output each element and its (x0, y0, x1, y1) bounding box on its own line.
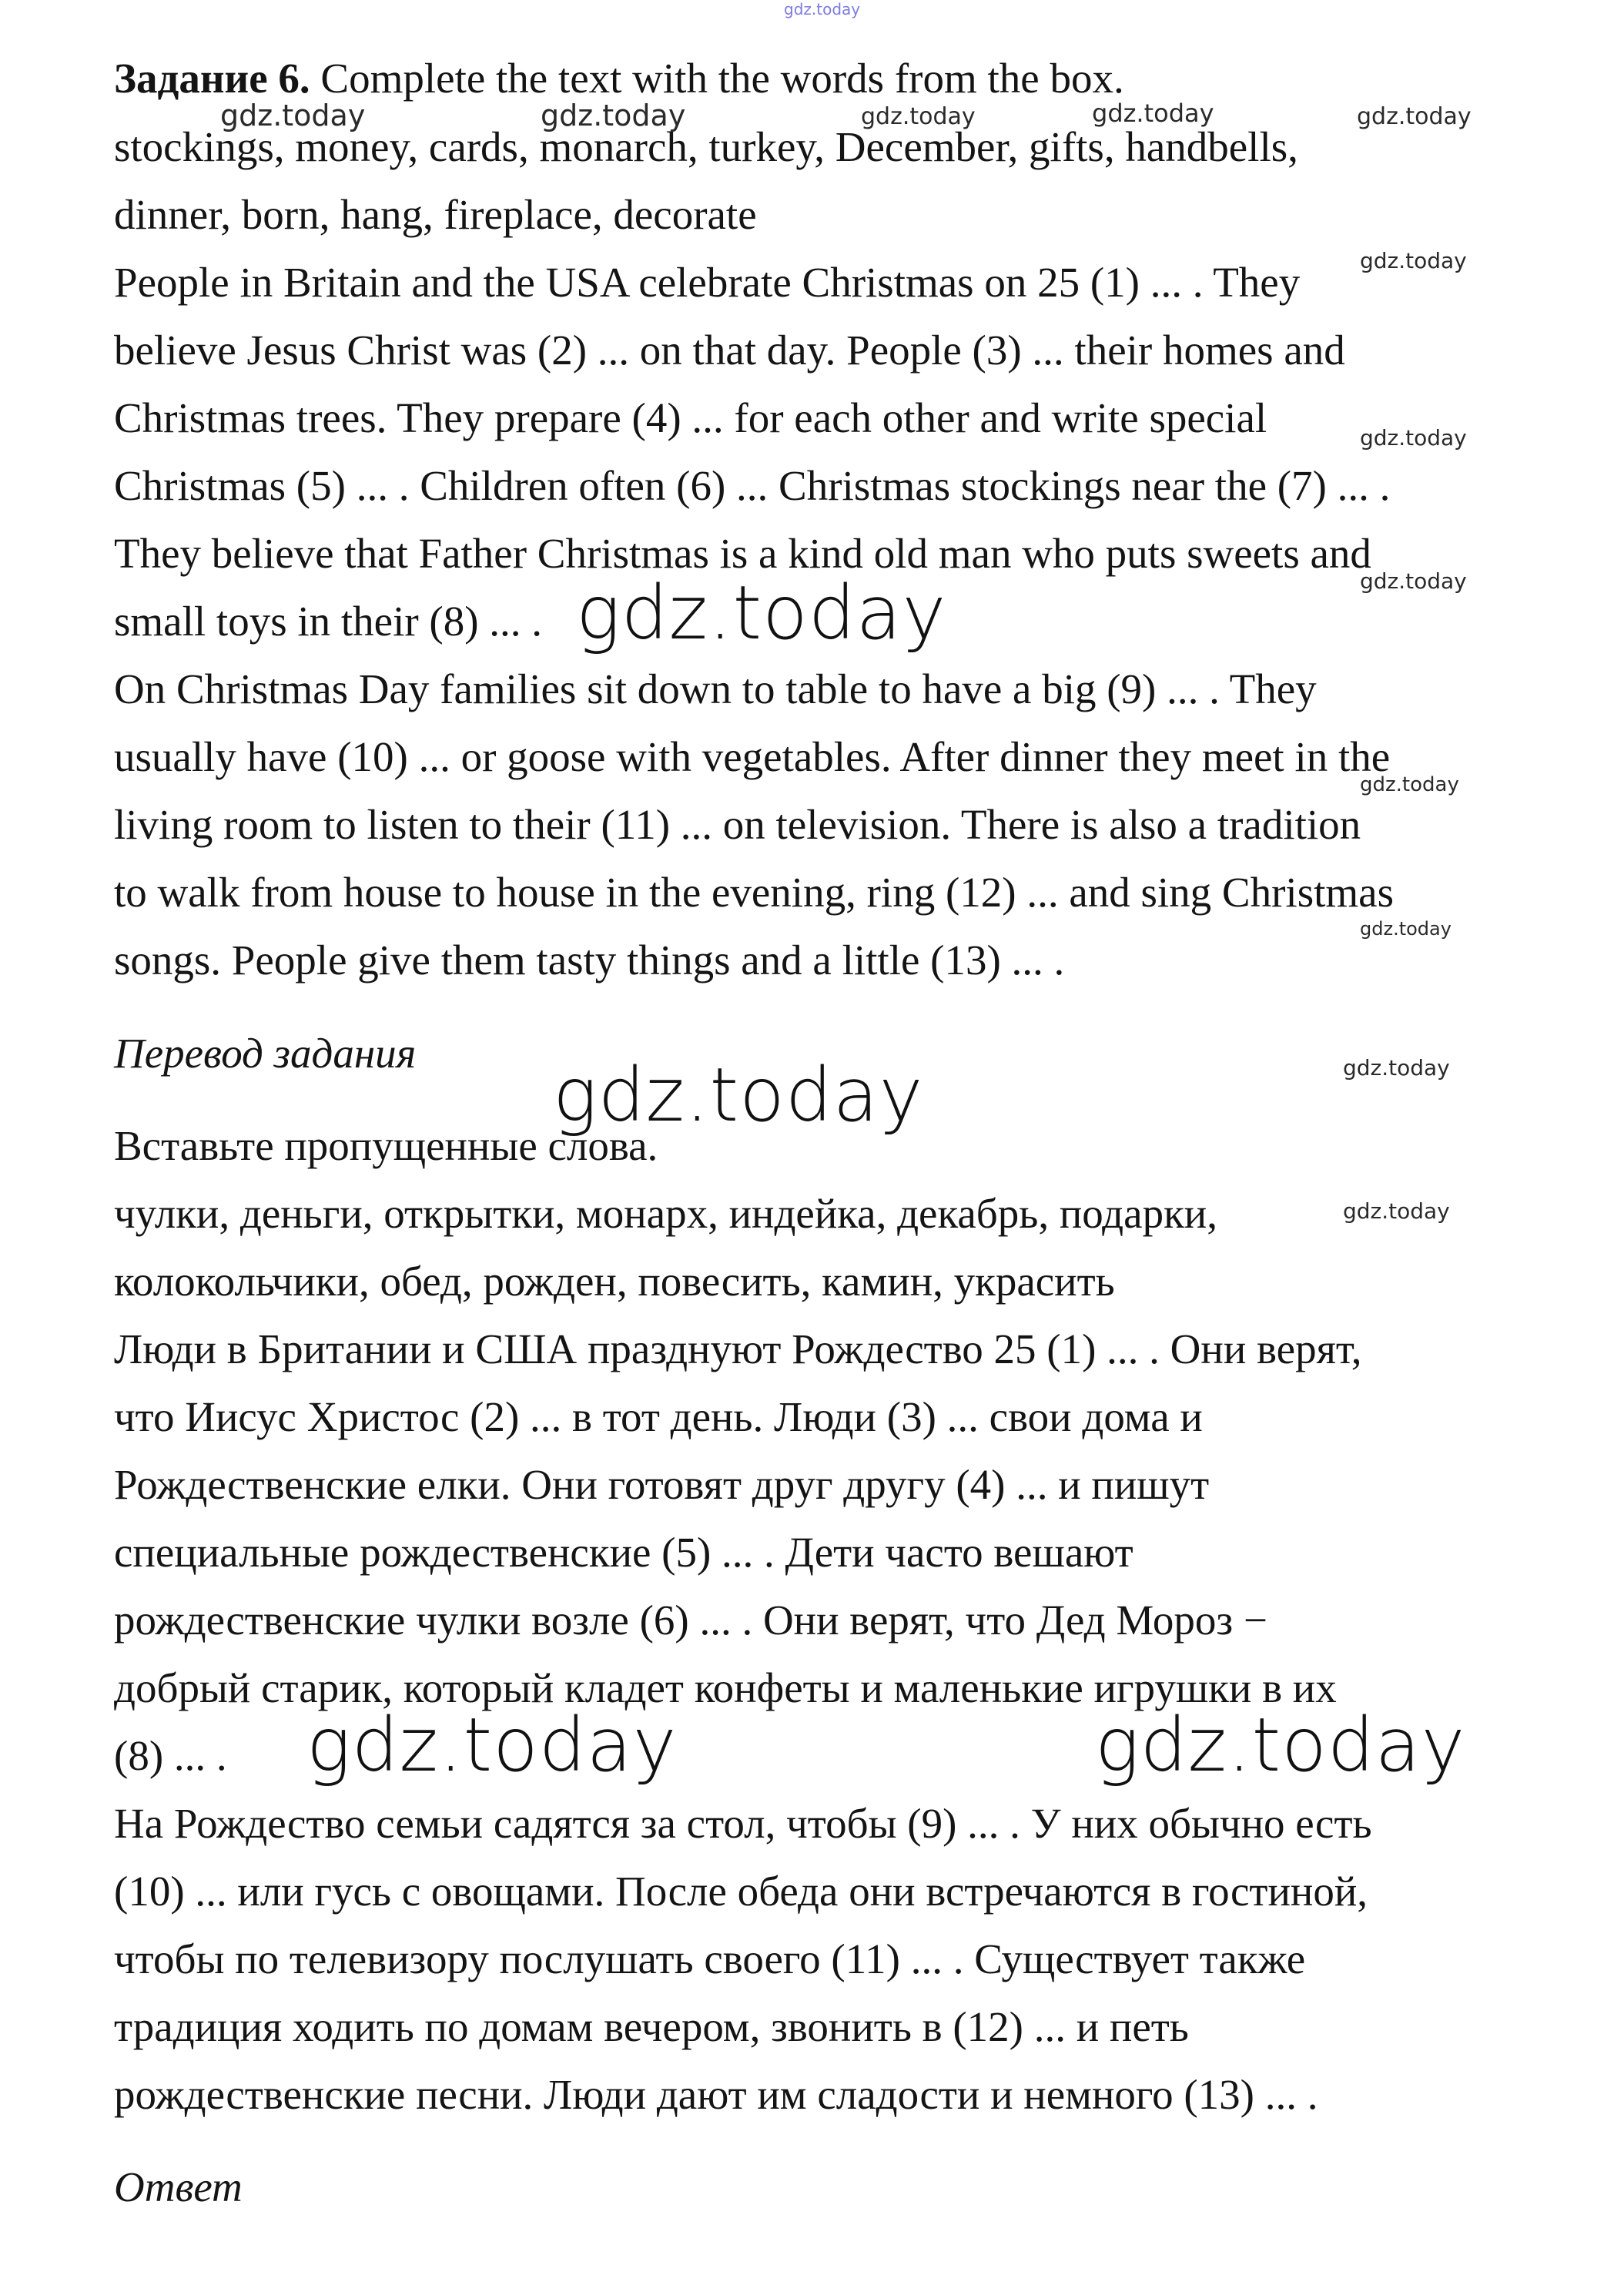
text-line-6: small toys in their (8) ... . (114, 598, 543, 645)
watermark-small-6: gdz.today (1360, 248, 1467, 273)
text-line-7: On Christmas Day families sit down to table to have a big (9) ... . They (114, 665, 1317, 712)
watermark-small-10: gdz.today (1360, 918, 1452, 940)
translation-line-11: традиция ходить по домам вечером, звонить в (12) ... и петь (114, 2003, 1189, 2050)
watermark-large-4: gdz.today (1095, 1702, 1466, 1788)
text-line-11: songs. People give them tasty things and a little (13) ... . (114, 937, 1065, 983)
translation-line-6: добрый старик, который кладет конфеты и маленькие игрушки в их (114, 1664, 1337, 1711)
watermark-small-3: gdz.today (861, 103, 976, 130)
translation-line-9: (10) ... или гусь с овощами. После обеда они встречаются в гостиной, (114, 1868, 1368, 1915)
translation-line-2: что Иисус Христос (2) ... в тот день. Люди (3) ... свои дома и (114, 1393, 1203, 1440)
text-line-2: believe Jesus Christ was (2) ... on that day. People (3) ... their homes and (114, 327, 1345, 374)
translation-instruction: Вставьте пропущенные слова. (114, 1122, 658, 1169)
watermark-large-3: gdz.today (306, 1702, 678, 1788)
translation-line-3: Рождественские елки. Они готовят друг другу (4) ... и пишут (114, 1461, 1210, 1508)
word-box-line-2: dinner, born, hang, fireplace, decorate (114, 191, 757, 238)
watermark-small-7: gdz.today (1360, 425, 1467, 451)
text-line-4: Christmas (5) ... . Children often (6) ... Christmas stockings near the (7) ... . (114, 462, 1391, 509)
text-line-8: usually have (10) ... or goose with vegetables. After dinner they meet in the (114, 733, 1391, 780)
watermark-small-12: gdz.today (1343, 1198, 1450, 1224)
text-line-5: They believe that Father Christmas is a kind old man who puts sweets and (114, 530, 1371, 577)
translation-line-8: На Рождество семьи садятся за стол, чтобы (9) ... . У них обычно есть (114, 1800, 1372, 1847)
word-box-line-1: stockings, money, cards, monarch, turkey, December, gifts, handbells, (114, 123, 1298, 170)
watermark-top: gdz.today (784, 0, 861, 18)
watermark-small-8: gdz.today (1360, 568, 1467, 594)
translation-heading: Перевод задания (114, 1030, 417, 1077)
text-line-1: People in Britain and the USA celebrate Christmas on 25 (1) ... . They (114, 259, 1301, 306)
watermark-small-9: gdz.today (1360, 773, 1459, 796)
watermark-small-1: gdz.today (220, 99, 366, 132)
translation-line-12: рождественские песни. Люди дают им сладости и немного (13) ... . (114, 2071, 1318, 2118)
text-line-3: Christmas trees. They prepare (4) ... for each other and write special (114, 394, 1267, 441)
text-line-9: living room to listen to their (11) ... on television. There is also a tradition (114, 801, 1361, 848)
answer-heading: Ответ (114, 2163, 243, 2210)
translation-line-4: специальные рождественские (5) ... . Дети часто вешают (114, 1529, 1133, 1576)
task-label: Задание 6. (114, 55, 310, 102)
watermark-small-2: gdz.today (541, 99, 686, 132)
translation-line-10: чтобы по телевизору послушать своего (11) ... . Существует также (114, 1935, 1306, 1982)
watermark-small-4: gdz.today (1092, 99, 1214, 128)
translation-line-1: Люди в Британии и США празднуют Рождество 25 (1) ... . Они верят, (114, 1325, 1362, 1372)
translation-word-box-line-1: чулки, деньги, открытки, монарх, индейка, декабрь, подарки, (114, 1190, 1217, 1237)
watermark-small-11: gdz.today (1343, 1055, 1450, 1081)
translation-line-7: (8) ... . (114, 1732, 227, 1779)
translation-line-5: рождественские чулки возле (6) ... . Они верят, что Дед Мороз − (114, 1597, 1267, 1644)
translation-word-box-line-2: колокольчики, обед, рожден, повесить, камин, украсить (114, 1258, 1115, 1305)
task-instruction: Complete the text with the words from the box. (320, 55, 1124, 102)
text-line-10: to walk from house to house in the evening, ring (12) ... and sing Christmas (114, 869, 1394, 916)
watermark-large-1: gdz.today (576, 570, 947, 656)
watermark-small-5: gdz.today (1357, 103, 1472, 130)
watermark-large-2: gdz.today (553, 1052, 924, 1138)
